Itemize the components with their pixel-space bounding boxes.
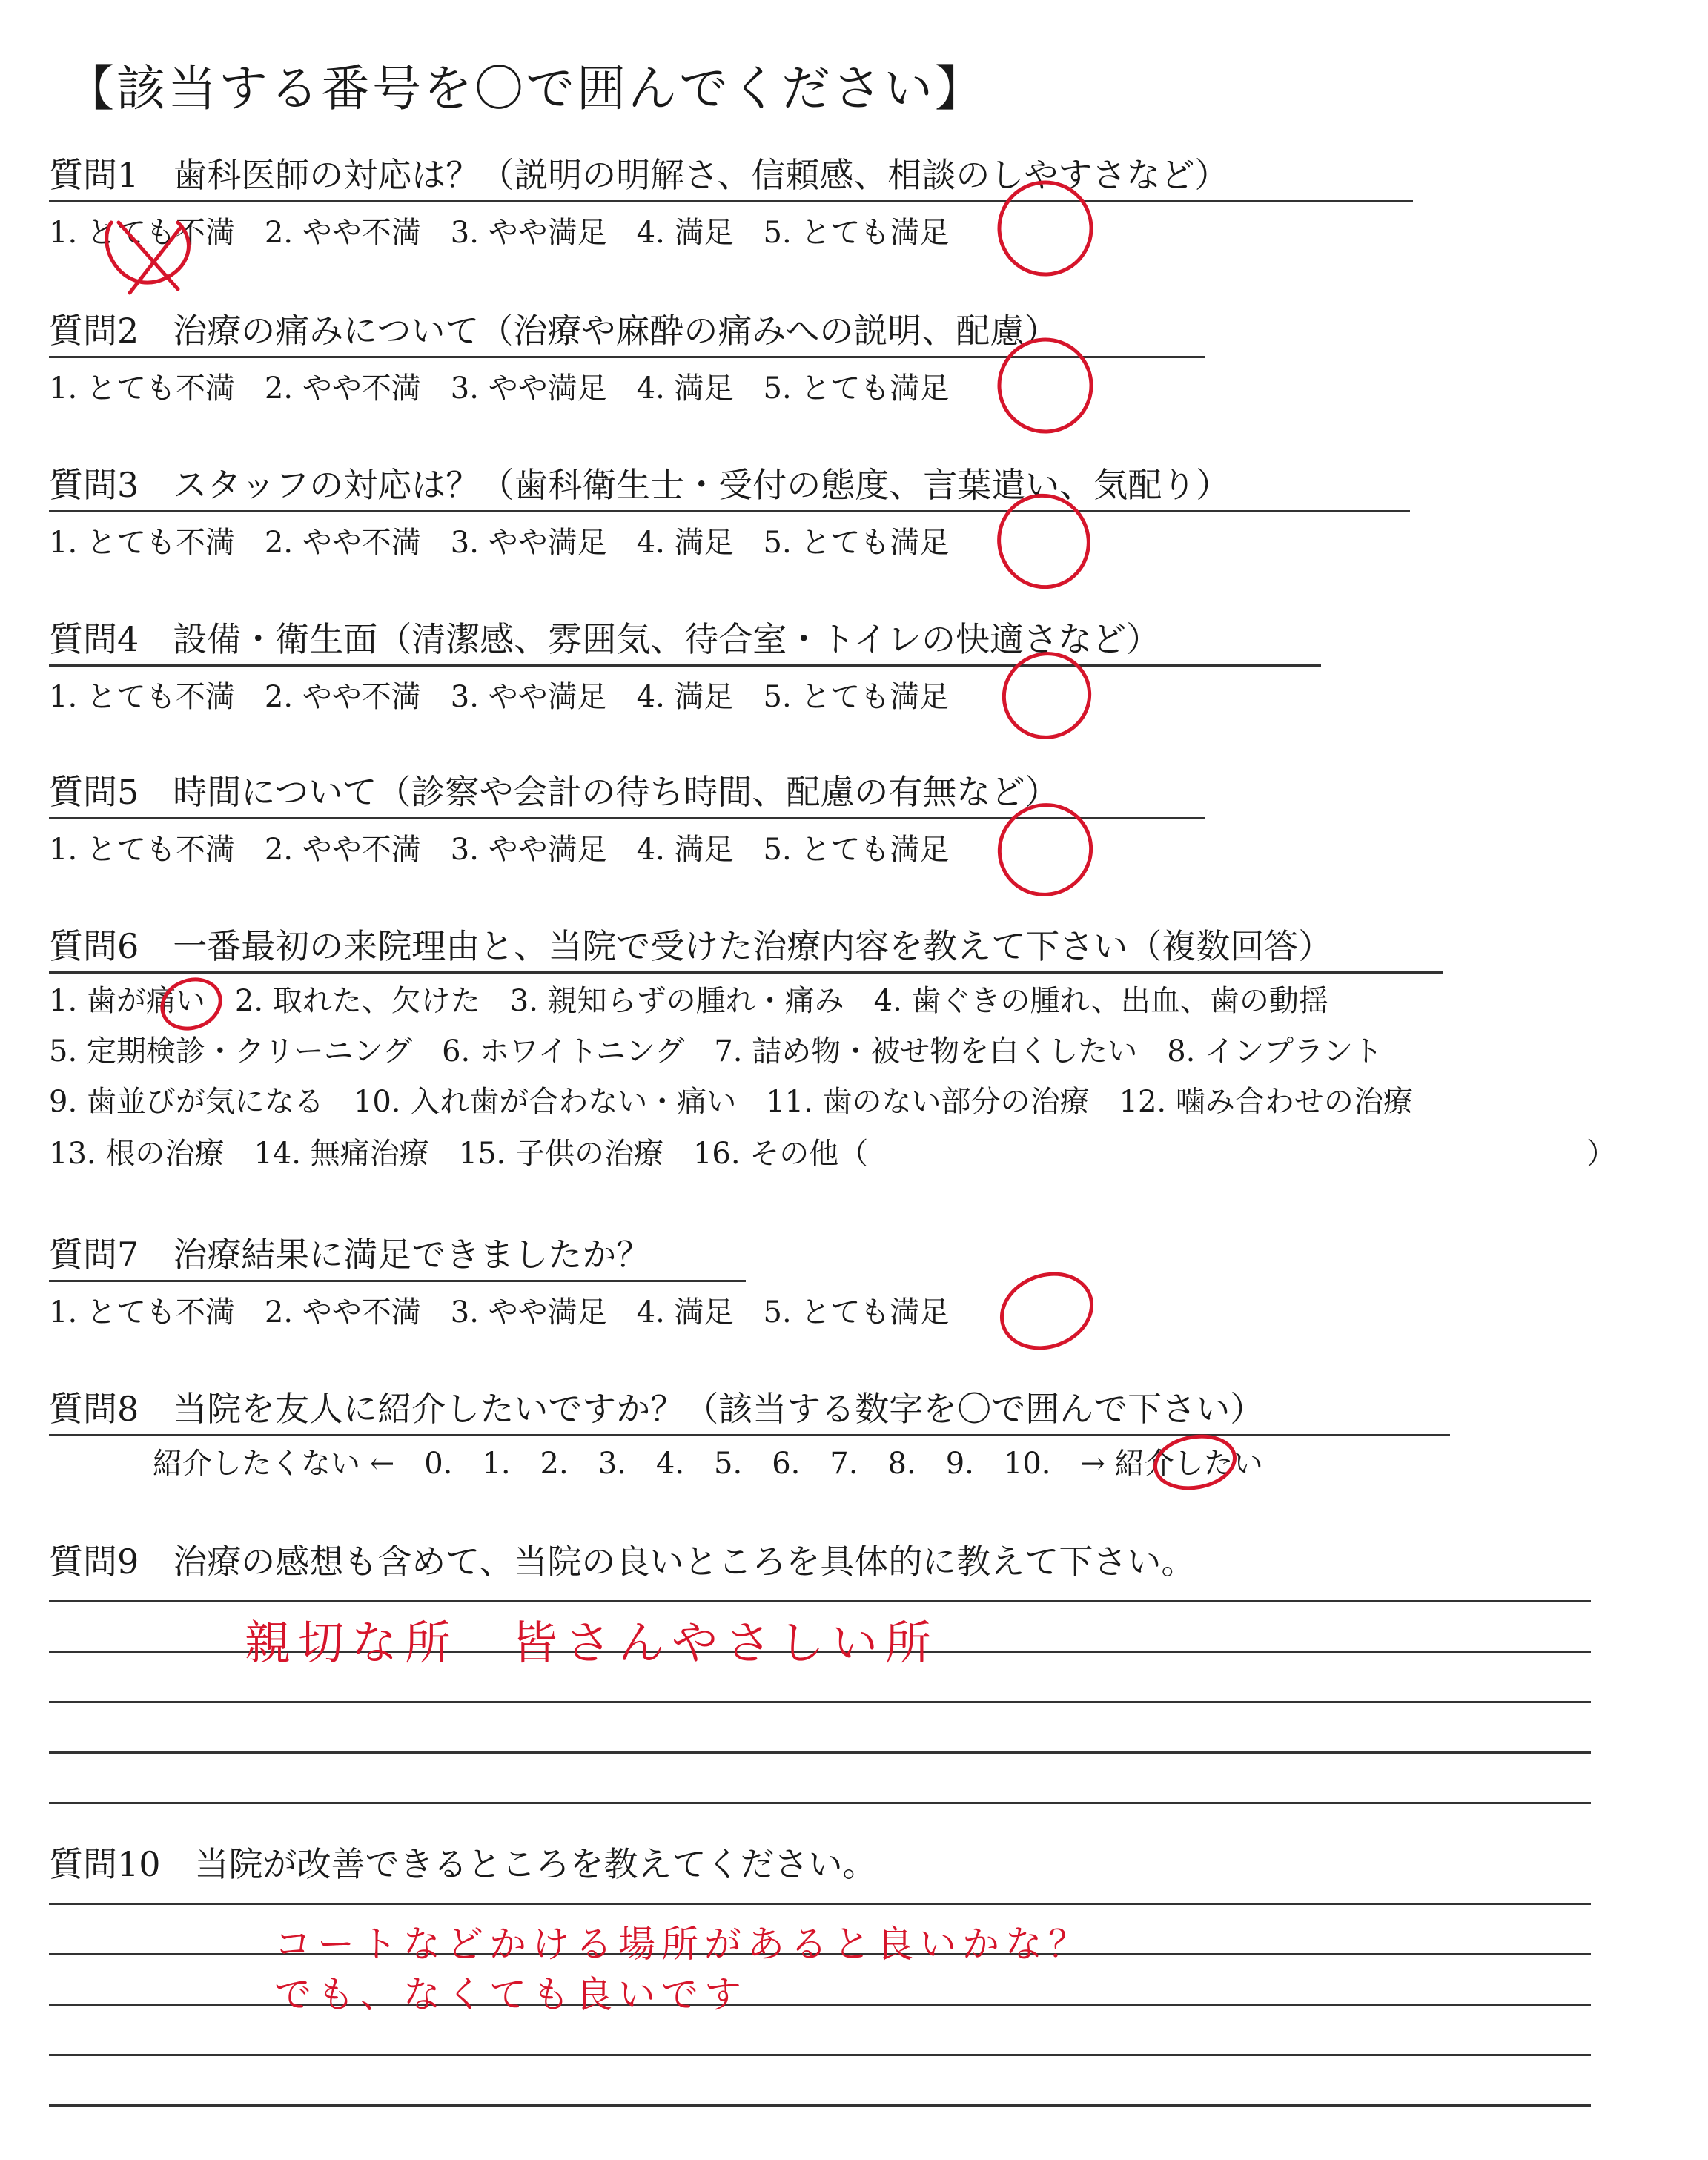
question-7-options[interactable]: 1. とても不満 2. やや不満 3. やや満足 4. 満足 5. とても満足 [49, 1295, 950, 1330]
question-6-options-row-4[interactable]: 13. 根の治療 14. 無痛治療 15. 子供の治療 16. その他（ [49, 1137, 869, 1171]
question-2-options[interactable]: 1. とても不満 2. やや不満 3. やや満足 4. 満足 5. とても満足 [49, 371, 950, 406]
question-6-options-row-3[interactable]: 9. 歯並びが気になる 10. 入れ歯が合わない・痛い 11. 歯のない部分の治療 12. 噛み合わせの治療 [49, 1085, 1413, 1119]
answer-line [49, 1802, 1591, 1804]
question-10-handwritten-answer-line-1[interactable]: コートなどかける場所があると良いかな？ [274, 1923, 1091, 1966]
question-6-options-row-2[interactable]: 5. 定期検診・クリーニング 6. ホワイトニング 7. 詰め物・被せ物を白くしたい 8. インプラント [49, 1034, 1383, 1069]
question-8-scale[interactable]: 紹介したくない ← 0. 1. 2. 3. 4. 5. 6. 7. 8. 9. 10. → 紹介したい [153, 1447, 1263, 1481]
question-4-heading: 質問4 設備・衛生面（清潔感、雰囲気、待合室・トイレの快適さなど） [49, 618, 1321, 667]
q7-selection-circle-mark [991, 1262, 1102, 1361]
question-10-heading: 質問10 当院が改善できるところを教えてください。 [49, 1844, 877, 1884]
question-1-heading: 質問1 歯科医師の対応は？（説明の明解さ、信頼感、相談のしやすさなど） [49, 154, 1413, 202]
question-8-heading: 質問8 当院を友人に紹介したいですか？（該当する数字を〇で囲んで下さい） [49, 1388, 1450, 1436]
question-5-options[interactable]: 1. とても不満 2. やや不満 3. やや満足 4. 満足 5. とても満足 [49, 833, 950, 867]
answer-line [49, 1600, 1591, 1602]
question-7-heading: 質問7 治療結果に満足できましたか？ [49, 1234, 746, 1282]
question-9-heading: 質問9 治療の感想も含めて、当院の良いところを具体的に教えて下さい。 [49, 1542, 1196, 1582]
question-6-other-close-paren: ） [1586, 1137, 1616, 1171]
question-4-options[interactable]: 1. とても不満 2. やや不満 3. やや満足 4. 満足 5. とても満足 [49, 680, 950, 714]
question-6-heading: 質問6 一番最初の来院理由と、当院で受けた治療内容を教えて下さい（複数回答） [49, 925, 1443, 974]
answer-line [49, 2054, 1591, 2056]
question-9-handwritten-answer[interactable]: 親切な所 皆さんやさしい所 [245, 1616, 939, 1670]
question-1-options[interactable]: 1. とても不満 2. やや不満 3. やや満足 4. 満足 5. とても満足 [49, 216, 950, 250]
answer-line [49, 1903, 1591, 1905]
question-3-options[interactable]: 1. とても不満 2. やや不満 3. やや満足 4. 満足 5. とても満足 [49, 526, 950, 560]
question-2-heading: 質問2 治療の痛みについて（治療や麻酔の痛みへの説明、配慮） [49, 310, 1205, 358]
page-title: 【該当する番号を〇で囲んでください】 [65, 60, 986, 117]
answer-line [49, 1751, 1591, 1754]
question-5-heading: 質問5 時間について（診察や会計の待ち時間、配慮の有無など） [49, 771, 1205, 819]
question-3-heading: 質問3 スタッフの対応は？（歯科衛生士・受付の態度、言葉遣い、気配り） [49, 464, 1410, 512]
question-10-handwritten-answer-line-2[interactable]: でも、なくても良いです [274, 1973, 747, 2016]
answer-line [49, 1701, 1591, 1703]
answer-line [49, 2104, 1591, 2107]
question-6-options-row-1[interactable]: 1. 歯が痛い 2. 取れた、欠けた 3. 親知らずの腫れ・痛み 4. 歯ぐきの腫れ、出血、歯の動揺 [49, 984, 1328, 1018]
